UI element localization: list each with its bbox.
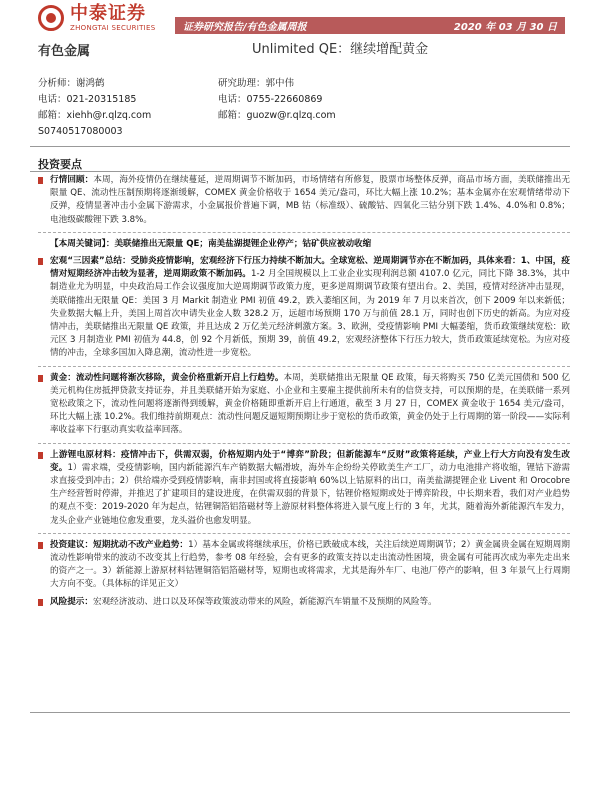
divider: [30, 171, 570, 172]
analyst-phone: 电话：021-20315185: [38, 94, 137, 105]
list-item: 行情回顾：本周，海外疫情仍在继续蔓延，逆周期调节不断加码，市场情绪有所修复，股票市场整体反弹，商品市场方面，美联储推出无限量 QE、流动性压制预期将逐渐缓解，COMEX 黄金价格收于 1654 美元/盎司，环比大幅上涨 10.2%；基本金属亦在宏观情绪带动下反弹，疫情显著冲击小金属下游需求，小金属报价普遍下调，MB 钴（标准级）、硫酸钴、四氧化三钴分别下跌 1.4%、4.0%和 0.8%；电池级碳酸锂下跌 3.8%。: [38, 174, 570, 227]
brand-logo: [38, 4, 156, 32]
sector-label: 有色金属: [38, 44, 91, 59]
bullet-icon: [38, 599, 43, 606]
analyst-name: 分析师：谢鸿鹤: [38, 78, 105, 89]
assistant-info: [218, 76, 336, 124]
list-item: 宏观“三因素”总结：受肺炎疫情影响，宏观经济下行压力持续不断加大。全球宽松、逆周期调节亦在不断加码，具体来看：1、中国，疫情对短期经济冲击较为显著，逆周期政策不断加码。1-2 月全国规模以上工业企业实现利润总额 4107.0 亿元，同比下降 38.3%，其中制造业尤为明显，中央政治局工作会议强度加大逆周期调节政策力度，更多逆周期调节政策有望出台。2、美国，疫情对经济冲击显现，美联储推出无限量 QE：美国 3 月 Markit 制造业 PMI 初值 49.2，跌入萎缩区间，为 2019 年 7 月以来首次，创下 2009 年以来新低；失业数据大幅上升，美国上周首次申请失业金人数 328.2 万，远超市场预期 170 万与前值 28.1 万，同时也创下历史的新高。为应对疫情冲击，美联储推出无限量 QE 政策，并且达成 2 万亿美元经济刺激方案。3、欧洲，受疫情影响 PMI 大幅萎缩，货币政策继续宽松：欧元区 3 月制造业 PMI 初值为 44.8，创 92 个月新低，预期 39，前值 49.2，宏观经济整体下行压力较大，货币政策延续宽松。为应对疫情的冲击，全球多国加入降息潮，流动性进一步宽松。: [38, 255, 570, 361]
brand-name: 中泰证券: [70, 3, 146, 24]
divider: [38, 533, 570, 534]
assistant-name: 研究助理：郭中伟: [218, 78, 295, 89]
logo-icon: [38, 5, 64, 31]
key-points: [38, 174, 570, 613]
bullet-icon: [38, 542, 43, 549]
bullet-icon: [38, 258, 43, 265]
report-type: 证券研究报告/有色金属周报: [183, 22, 307, 33]
report-title: Unlimited QE：继续增配黄金: [252, 42, 429, 57]
bullet-icon: [38, 452, 43, 459]
analyst-email[interactable]: 邮箱：xiehh@r.qlzq.com: [38, 110, 152, 121]
section-title: 投资要点: [38, 158, 82, 171]
list-item: 投资建议：短期扰动不改产业趋势：1）基本金属或将继续承压，价格已跌破成本线，关注后续逆周期调节；2）黄金属贵金属在短期周期流动性影响带来的波动不改变其上行趋势，参考 08 年经验，会有更多的政策支持以走出流动性困境，贵金属有可能再次成为率先走出来的资产之一。3）新能源上游原材料钴锂铜箔铝箔磁材等，短期也或将需求，尤其是海外车厂、电池厂停产的影响，但 3 年景气上行周期大方向不变。（具体标的详见正文）: [38, 539, 570, 592]
bullet-icon: [38, 375, 43, 382]
list-item: 上游锂电原材料：疫情冲击下，供需双弱，价格短期内处于“博弈”阶段；但新能源车“反财”政策将延续，产业上行大方向没有发生改变。1）需求端，受疫情影响，国内新能源汽车产销数据大幅滑坡，海外车企纷纷关停欧美生产工厂，动力电池排产将收缩，锂钴下游需求直接受到冲击；2）供给端亦受到疫情影响，南非封国或将直接影响 60%以上钴原料的出口，南美盐湖提锂企业 Livent 和 Orocobre 生产经营暂时停滞，并推迟了扩建项目的建设进度，在供需双弱的背景下，钴锂价格短期或处于博弈阶段，中长期来看，我们对产业趋势的观点不变：2019-2020 年为起点，钴锂铜箔铝箔磁材等上游原材料整体将进入景气度上行的 3 年，尤其，随着海外新能源汽车发力，龙头企业产业链地位愈发重要，龙头溢价也愈发明显。: [38, 449, 570, 528]
assistant-phone: 电话：0755-22660869: [218, 94, 323, 105]
divider: [38, 232, 570, 233]
report-header-bar: [175, 17, 565, 34]
analyst-license: S0740517080003: [38, 126, 123, 137]
analyst-info: [38, 76, 151, 140]
brand-name-en: ZHONGTAI SECURITIES: [70, 24, 156, 32]
report-date: 2020 年 03 月 30 日: [453, 22, 557, 33]
divider: [38, 443, 570, 444]
list-item: 黄金：流动性问题将渐次移除，黄金价格重新开启上行趋势。本周，美联储推出无限量 QE 政策，每天将购买 750 亿美元国债和 500 亿美元机构住房抵押贷款支持证券，并且美联储开始为家庭、小企业和主要雇主提供前所未有的信贷支持，可以预期的是，在美联储一系列宽松政策之下，流动性问题将逐渐得到缓解，黄金价格随即重新开启上行通道，截至 3 月 27 日，COMEX 黄金收于 1654 美元/盎司，环比大幅上涨 10.2%。我们维持前期观点：流动性问题反逼短期预期让步于宽松的货币政策，黄金仍处于上行周期的第一阶段——实际利率收益率下行驱动真实收益率回落。: [38, 372, 570, 438]
assistant-email[interactable]: 邮箱：guozw@r.qlzq.com: [218, 110, 336, 121]
divider: [30, 146, 570, 147]
list-item: 风险提示：宏观经济波动、进口以及环保等政策波动带来的风险，新能源汽车销量不及预期的风险等。: [38, 596, 570, 609]
list-item: 【本周关键词】：美联储推出无限量 QE；南美盐湖提锂企业停产；钴矿供应被动收缩: [50, 238, 372, 249]
bullet-icon: [38, 177, 43, 184]
divider: [30, 712, 570, 713]
divider: [38, 366, 570, 367]
